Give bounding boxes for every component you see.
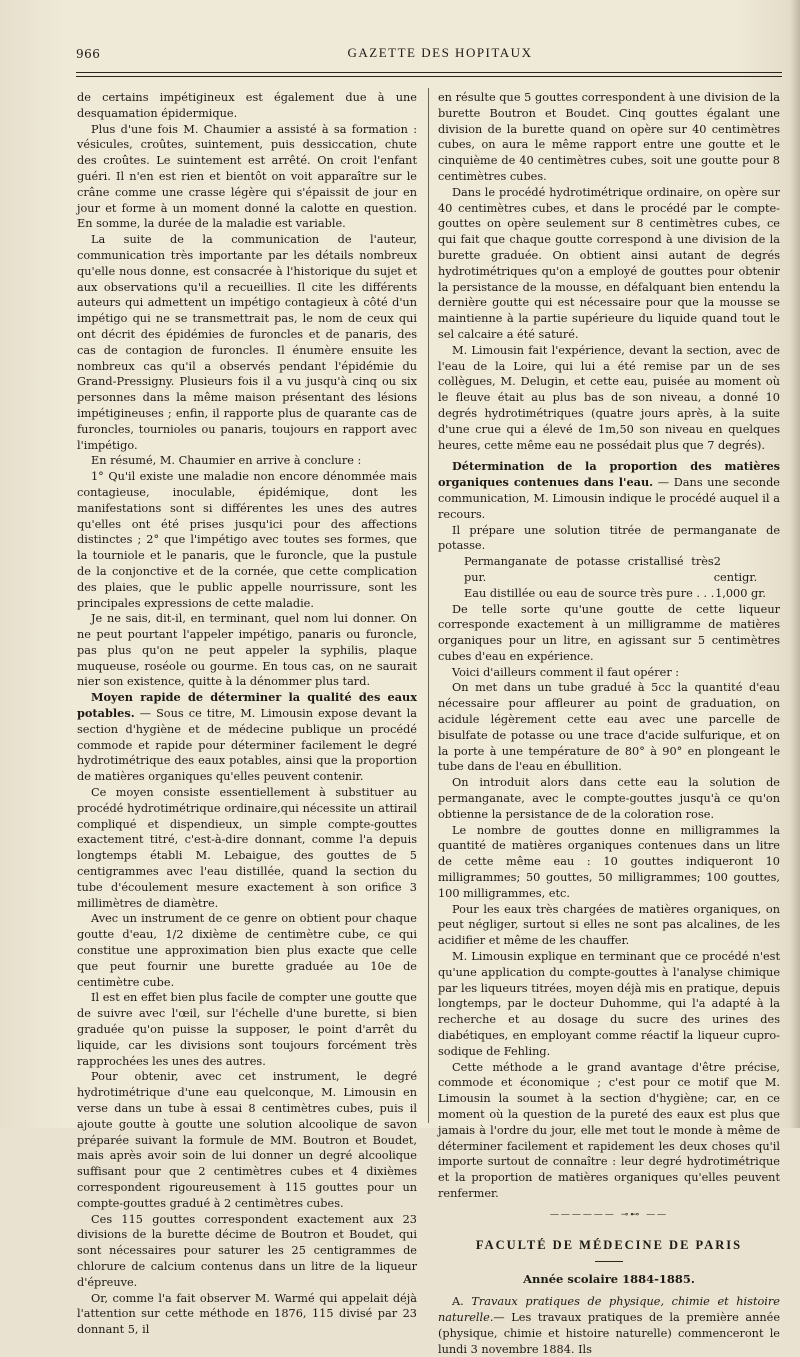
- paragraph: Dans le procédé hydrotimétrique ordinaire, on opère sur 40 centimètres cubes, et dans le procédé par le compte-gouttes on opère seulement sur 8 centimètres cubes, ce qui fait que chaque goutte correspond à une division de la burette graduée. On obtient ainsi autant de degrés hydrotimétriques qu'on a employé de gouttes pour obtenir la persistance de la mousse, en défalquant bien entendu la dernière goutte qui est nécessaire pour que la mousse se maintienne à la partie supérieure du liquide quand tout le sel calcaire a été saturé.: [438, 185, 780, 341]
- paragraph: Je ne sais, dit-il, en terminant, quel nom lui donner. On ne peut pourtant l'appeler impétigo, panaris ou furoncle, pas plus qu'on ne peut appeler la syphilis, plaque muqueuse, roséole ou gourme. En tous cas, on ne saurait nier son existence, quitte à la dénommer plus tard.: [77, 612, 417, 689]
- paragraph: [438, 1294, 780, 1357]
- title-rule: [595, 1261, 623, 1262]
- right-column: [438, 90, 780, 1357]
- page-edge-shadow: [790, 0, 800, 1128]
- paragraph: Il prépare une solution titrée de permanganate de potasse.: [438, 523, 780, 553]
- formula-value: 2 centigr.: [713, 555, 758, 584]
- formula-label: Permanganate de potasse cristallisé très pur.: [464, 555, 714, 584]
- page-title: GAZETTE DES HOPITAUX: [347, 45, 533, 60]
- paragraph: Avec un instrument de ce genre on obtient pour chaque goutte d'eau, 1/2 dixième de centimètre cube, ce qui constitue une approximation bien plus exacte que celle que peut fournir une burette graduée au 10e de centimètre cube.: [77, 912, 417, 989]
- item-text: — Les travaux pratiques de la première année (physique, chimie et histoire naturelle) commenceront le lundi 3 novembre 1884. Ils: [438, 1310, 780, 1356]
- item-label: A.: [452, 1295, 464, 1309]
- paragraph: [438, 459, 780, 522]
- paragraph: en résulte que 5 gouttes correspondent à une division de la burette Boutron et Boudet. Cinq gouttes égalant une division de la burette quand on opère sur 40 centimètres cubes, on aura le même rapport entre une goutte et le cinquième de 40 centimètres cubes, soit une goutte pour 8 centimètres cubes.: [438, 91, 780, 183]
- formula-value: 1,000 gr.: [715, 586, 766, 600]
- article-text: — Sous ce titre, M. Limousin expose devant la section d'hygiène et de médecine publique un procédé commode et rapide pour déterminer facilement le degré hydrotimétrique des eaux potables, ainsi que la proportion de matières organiques qu'elles peuvent contenir.: [77, 707, 417, 784]
- left-column: [77, 90, 417, 1338]
- paragraph: Il est en effet bien plus facile de compter une goutte que de suivre avec l'œil, sur l'échelle d'une burette, si bien graduée qu'on puisse la supposer, le point d'arrêt du liquide, car les divisions sont toujours forcément très rapprochées les unes des autres.: [77, 991, 417, 1068]
- paragraph: En résumé, M. Chaumier en arrive à conclure :: [91, 454, 362, 468]
- formula-label: Eau distillée ou eau de source très pure . . .: [464, 586, 715, 600]
- paragraph: de certains impétigineux est également due à une desquamation épidermique.: [77, 91, 417, 120]
- article-heading: Moyen rapide de déterminer la qualité des eaux potables.: [77, 690, 417, 721]
- paragraph: Le nombre de gouttes donne en milligrammes la quantité de matières organiques contenues dans un litre de cette même eau : 10 gouttes indiqueront 10 milligrammes; 50 gouttes, 50 milligrammes; 100 gouttes, 100 milligrammes, etc.: [438, 823, 780, 900]
- paragraph: M. Limousin explique en terminant que ce procédé n'est qu'une application du compte-gouttes à l'analyse chimique par les liqueurs titrées, moyen déjà mis en pratique, depuis longtemps, par le docteur Duhomme, qui l'a adapté à la recherche et au dosage du sucre des urines des diabétiques, en employant comme réactif la liqueur cupro-sodique de Fehling.: [438, 950, 780, 1058]
- paragraph: Ces 115 gouttes correspondent exactement aux 23 divisions de la burette décime de Boutron et Boudet, qui sont nécessaires pour saturer les 25 centigrammes de chlorure de calcium contenus dans un litre de la liqueur d'épreuve.: [77, 1212, 417, 1289]
- article-heading: Détermination de la proportion des matières organiques contenues dans l'eau.: [438, 459, 780, 490]
- page-number: 966: [76, 47, 101, 61]
- paragraph: M. Limousin fait l'expérience, devant la section, avec de l'eau de la Loire, qui lui a été remise par un de ses collègues, M. Delugin, et cette eau, puisée au moment où le fleuve était au plus bas de son niveau, a donné 10 degrés hydrotimétriques (quatre jours après, à la suite d'une crue qui a élevé de 1m,50 son niveau en quelques heures, cette même eau ne possédait plus que 7 degrés).: [438, 343, 780, 452]
- section-ornament: —————— ⊸⊷ ——: [549, 1209, 669, 1220]
- article-text: — Dans une seconde communication, M. Limousin indique le procédé auquel il a recours.: [438, 476, 780, 521]
- paragraph: Ce moyen consiste essentiellement à substituer au procédé hydrotimétrique ordinaire,qui nécessite un attirail compliqué et dispendieux, un simple compte-gouttes exactement titré, c'est-à-dire donnant, comme l'a depuis longtemps établi M. Lebaigue, des gouttes de 5 centigrammes avec l'eau distillée, quand la section du tube d'écoulement mesure exactement à son orifice 3 millimètres de diamètre.: [77, 786, 417, 910]
- paragraph: La suite de la communication de l'auteur, communication très importante par les détails nombreux qu'elle nous donne, est consacrée à l'historique du sujet et aux observations qu'il a recueillies. Il cite les différents auteurs qui admettent un impétigo contagieux à côté d'un impétigo qui ne se transmettrait pas, le nom de ceux qui ont décrit des épidémies de furoncles et de panaris, des cas de contagion de furoncles. Il énumère ensuite les nombreux cas qu'il a observés pendant l'épidémie du Grand-Pressigny. Plusieurs fois il a vu jusqu'à cinq ou six personnes dans la même maison présentant des lésions impétigineuses ; enfin, il rapporte plus de quarante cas de furoncles, tournioles ou panaris, toujours en rapport avec l'impétigo.: [77, 233, 417, 452]
- academic-year: Année scolaire 1884-1885.: [523, 1272, 695, 1287]
- paragraph: Plus d'une fois M. Chaumier a assisté à sa formation : vésicules, croûtes, suintement, puis dessiccation, chute des croûtes. Le suintement est arrêté. On croit l'enfant guéri. Il n'en est rien et bientôt on voit apparaître sur le crâne comme une crasse légère qui s'épaissit de jour en jour et forme à un moment donné la calotte en question. En somme, la durée de la maladie est variable.: [77, 122, 417, 231]
- paragraph: Pour obtenir, avec cet instrument, le degré hydrotimétrique d'une eau quelconque, M. Limousin en verse dans un tube à essai 8 centimètres cubes, puis il ajoute goutte à goutte une solution alcoolique de savon préparée suivant la formule de MM. Boutron et Boudet, mais après avoir soin de lui donner un degré alcoolique suffisant pour que 2 centimètres cubes et 4 dixièmes correspondent rigoureusement à 115 gouttes pour un compte-gouttes gradué à 2 centimètres cubes.: [77, 1070, 417, 1210]
- paragraph: 1° Qu'il existe une maladie non encore dénommée mais contagieuse, inoculable, épidémique, dont les manifestations sont si différentes les unes des autres qu'elles ont été prises jusqu'ici pour des affections distinctes ; 2° que l'impétigo avec toutes ses formes, que la tourniole et le panaris, que le furoncle, que la pustule de la conjonctive et de la cornée, que cette complication des plaies, que le public appelle nourrissure, sont les principales expressions de cette maladie.: [77, 470, 417, 610]
- paragraph: Voici d'ailleurs comment il faut opérer :: [452, 665, 680, 679]
- formula-row: [438, 586, 780, 602]
- formula-row: [438, 554, 780, 586]
- item-title: Travaux pratiques de physique, chimie et histoire naturelle.: [438, 1295, 780, 1324]
- column-divider: [428, 88, 429, 1123]
- paragraph: Cette méthode a le grand avantage d'être précise, commode et économique ; c'est pour ce motif que M. Limousin la soumet à la section d'hygiène; car, en ce moment où la question de la pureté des eaux est plus que jamais à l'ordre du jour, elle met tout le monde à même de déterminer facilement et rapidement les deux choses qu'il importe surtout de connaître : leur degré hydrotimétrique et la proportion de matières organiques qu'elles peuvent renfermer.: [438, 1060, 780, 1200]
- paragraph: On met dans un tube gradué à 5cc la quantité d'eau nécessaire pour affleurer au point de graduation, on acidule légèrement cette eau avec une parcelle de bisulfate de potasse ou une trace d'acide sulfurique, et on la porte à une température de 80° à 90° en plongeant le tube dans de l'eau en ébullition.: [438, 681, 780, 774]
- paragraph: De telle sorte qu'une goutte de cette liqueur corresponde exactement à un milligramme de matières organiques pour un litre, en agissant sur 5 centimètres cubes d'eau en expérience.: [438, 602, 780, 663]
- paragraph: On introduit alors dans cette eau la solution de permanganate, avec le compte-gouttes jusqu'à ce qu'on obtienne la persistance de de la coloration rose.: [438, 776, 780, 821]
- paragraph: Or, comme l'a fait observer M. Warmé qui appelait déjà l'attention sur cette méthode en 1876, 115 divisé par 23 donnant 5, il: [77, 1291, 417, 1337]
- section-title: FACULTÉ DE MÉDECINE DE PARIS: [475, 1237, 743, 1252]
- header-rule: [76, 72, 782, 77]
- paragraph: Pour les eaux très chargées de matières organiques, on peut négliger, surtout si elles ne sont pas alcalines, de les acidifier et même de les chauffer.: [438, 902, 780, 948]
- paragraph: [77, 690, 417, 785]
